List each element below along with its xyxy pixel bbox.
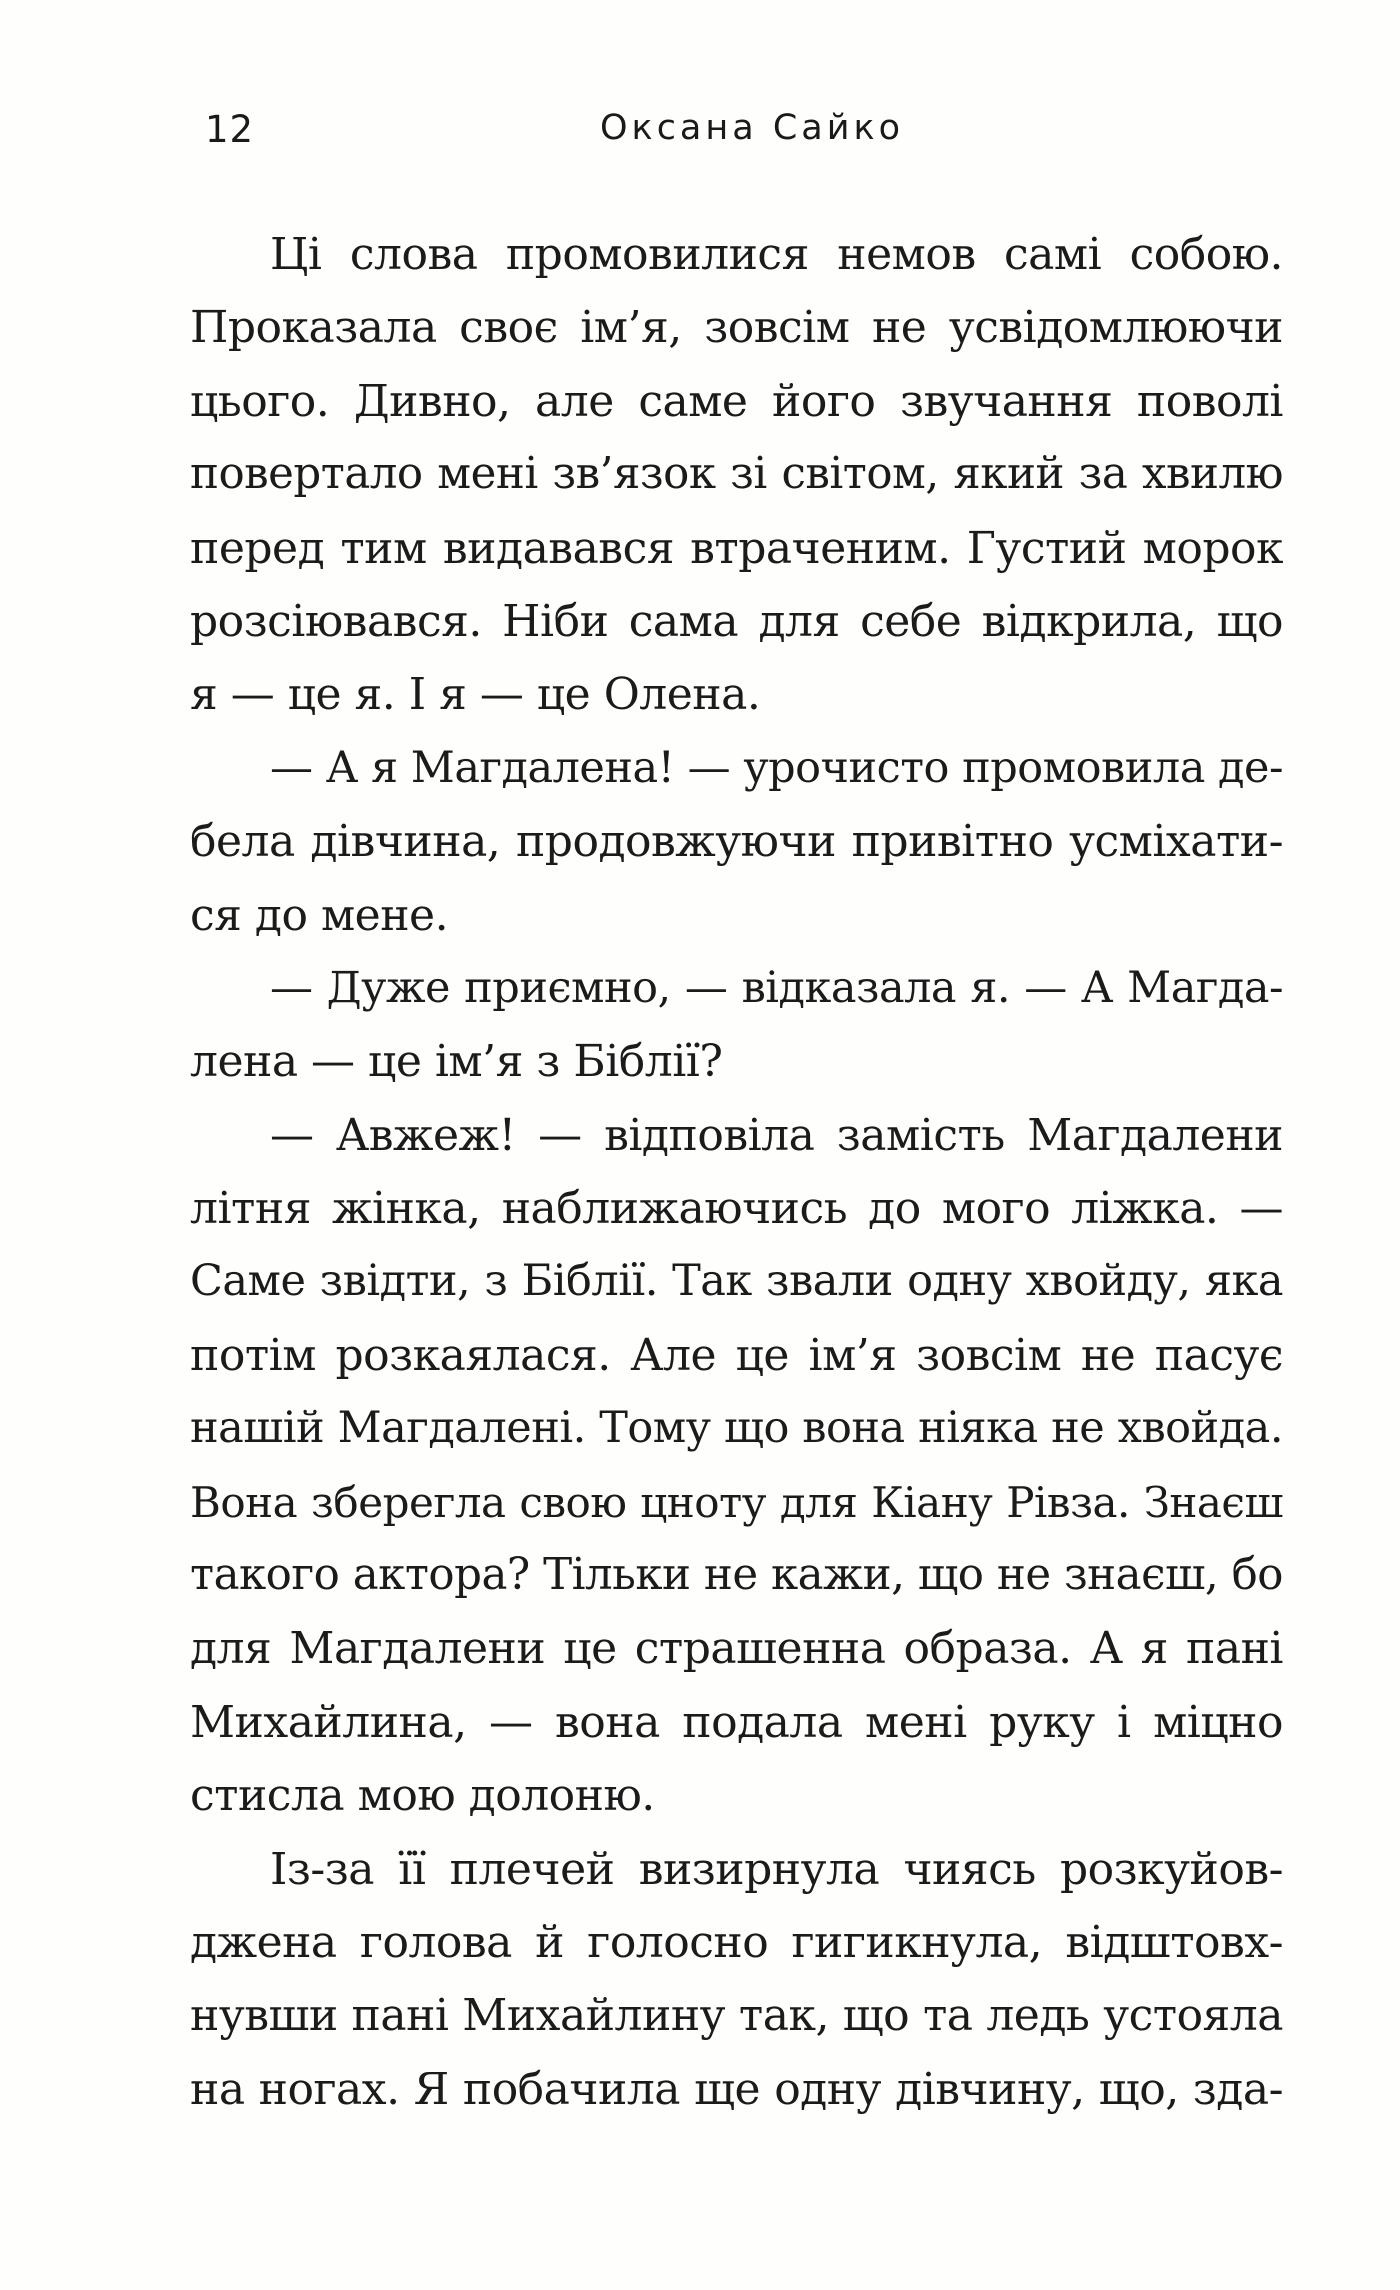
text-line: літня жінка, наближаючись до мого ліжка. — bbox=[190, 1183, 1283, 1235]
running-head bbox=[0, 108, 1400, 158]
text-line: джена голова й голосно гигикнула, відштовх- bbox=[190, 1916, 1283, 1968]
text-line: бела дівчина, продовжуючи привітно усміхати- bbox=[190, 816, 1283, 868]
text-line: для Магдалени це страшенна образа. А я пані bbox=[190, 1623, 1283, 1675]
text-line: потім розкаялася. Але це ім’я зовсім не пасує bbox=[190, 1329, 1283, 1381]
text-line: на ногах. Я побачила ще одну дівчину, що, зда- bbox=[190, 2063, 1283, 2115]
text-line: — А я Магдалена! — урочисто промовила де- bbox=[270, 742, 1283, 793]
text-line: лена — це ім’я з Біблії? bbox=[190, 1036, 723, 1088]
text-line: Із-за її плечей визирнула чиясь розкуйов- bbox=[270, 1843, 1283, 1895]
text-line: нашій Магдалені. Тому що вона ніяка не хвойда. bbox=[190, 1403, 1283, 1454]
text-line: — Дуже приємно, — відказала я. — А Магда- bbox=[270, 962, 1283, 1013]
book-author: Оксана Сайко bbox=[600, 108, 905, 148]
page-number: 12 bbox=[205, 108, 255, 151]
text-line: перед тим видавався втраченим. Густий морок bbox=[190, 522, 1283, 574]
text-line: ся до мене. bbox=[190, 889, 449, 941]
text-line: нувши пані Михайлину так, що та ледь устояла bbox=[190, 1990, 1283, 2042]
text-line: такого актора? Тільки не кажи, що не знаєш, бо bbox=[190, 1550, 1283, 1601]
text-line: повертало мені зв’язок зі світом, який за хвилю bbox=[190, 449, 1283, 500]
text-line: Михайлина, — вона подала мені руку і міцно bbox=[190, 1696, 1283, 1748]
text-line: цього. Дивно, але саме його звучання поволі bbox=[190, 375, 1283, 427]
text-line: Саме звідти, з Біблії. Так звали одну хвойду, яка bbox=[190, 1256, 1283, 1307]
text-line: Вона зберегла свою цноту для Кіану Рівза. Знаєш bbox=[190, 1477, 1283, 1527]
text-line: розсіювався. Ніби сама для себе відкрила, що bbox=[190, 595, 1283, 647]
text-line: стисла мою долоню. bbox=[190, 1770, 655, 1822]
text-line: я — це я. І я — це Олена. bbox=[190, 669, 761, 721]
text-line: Ці слова промовилися немов самі собою. bbox=[270, 229, 1283, 280]
body-text bbox=[190, 218, 1283, 2126]
text-line: Проказала своє ім’я, зовсім не усвідомлюючи bbox=[190, 302, 1283, 354]
text-line: — Авжеж! — відповіла замість Магдалени bbox=[270, 1109, 1283, 1161]
